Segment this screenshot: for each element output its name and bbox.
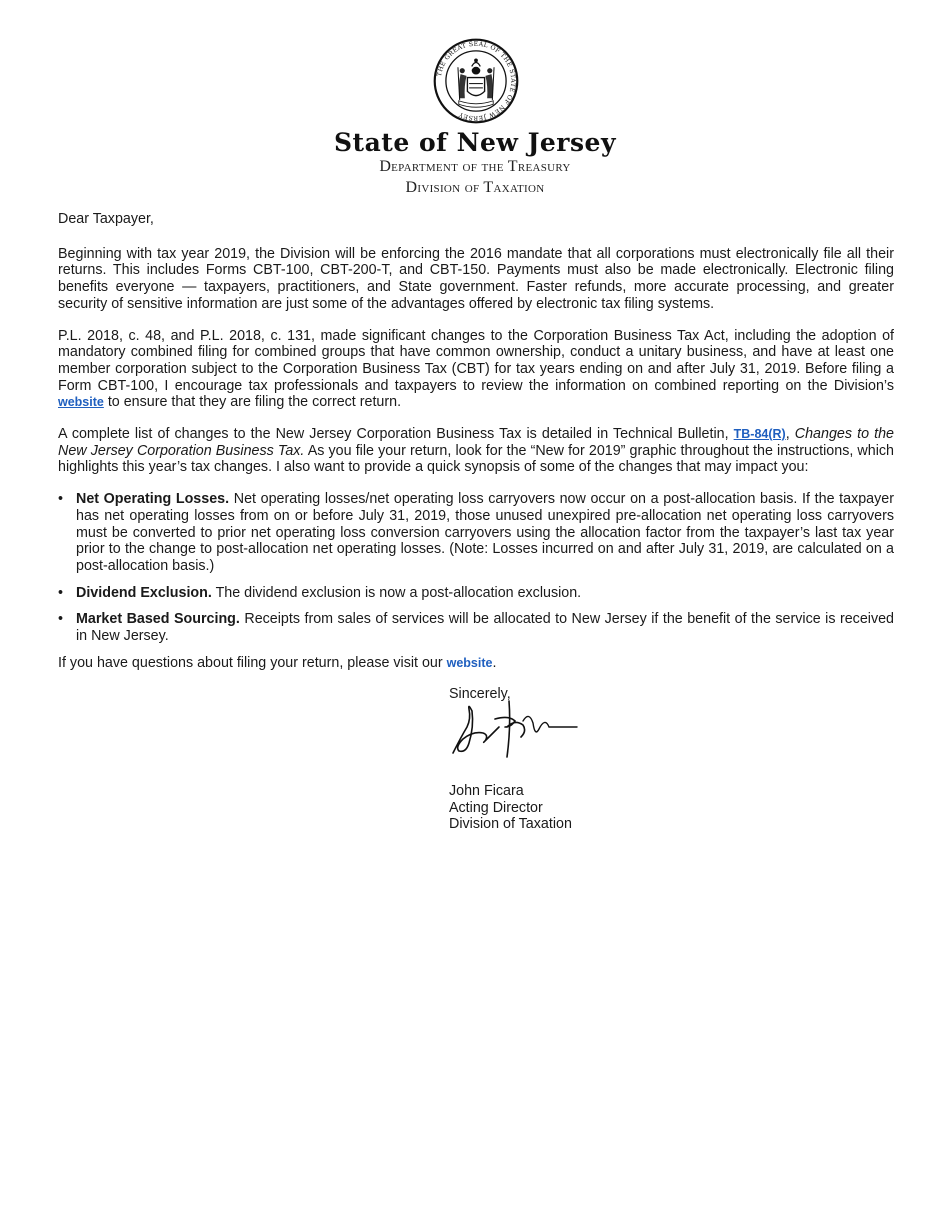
list-item-text: Receipts from sales of services will be allocated to New Jersey if the benefit of the service is received in New Jersey.: [76, 611, 894, 645]
list-item-title: Net Operating Losses.: [76, 491, 230, 508]
seal-text: THE GREAT SEAL OF THE STATE OF NEW JERSEY: [436, 40, 517, 122]
paragraph-text: P.L. 2018, c. 48, and P.L. 2018, c. 131, made significant changes to the Corporation Business Tax Act, including the adoption of mandatory combined filing for combined groups that have common ownership, conduct a unitary business, and have at least one member corporation subject to the Corporation Business Tax (CBT) for tax years ending on and after July 31, 2019. Before filing a Form CBT-100, I encourage tax professionals and taxpayers to review the information on combined reporting on the Division’s: [58, 327, 894, 394]
paragraph-combined-filing: [58, 328, 894, 412]
list-item-text: Net operating losses/net operating loss carryovers now occur on a post-allocation basis. If the taxpayer has net operating losses from on or before July 31, 2019, those unused unexpired pre-allocation net operating loss carryovers must be converted to prior net operating loss conversion carryovers using the allocation factor from the taxpayer’s last tax year prior to the change to post-allocation net operating losses. (Note: Losses incurred on and after July 31, 2019, are calculated on a post-allocation basis.): [76, 491, 894, 574]
signer-title: Acting Director: [449, 799, 543, 816]
paragraph-text: If you have questions about filing your return, please visit our: [58, 654, 447, 671]
greeting: Dear Taxpayer,: [58, 211, 154, 227]
paragraph-efile-mandate: Beginning with tax year 2019, the Division will be enforcing the 2016 mandate that all corporations must electronically file all their returns. This includes Forms CBT-100, CBT-200-T, and CBT-150. Payments must also be made electronically. Electronic filing benefits everyone — taxpayers, practitioners, and State government. Faster refunds, more accurate processing, and greater security of sensitive information are just some of the advantages offered by electronic tax filing systems.: [58, 245, 894, 312]
list-item: [58, 585, 894, 602]
list-item: [58, 491, 894, 575]
list-item-text: The dividend exclusion is now a post-allocation exclusion.: [211, 584, 582, 601]
paragraph-text: ,: [785, 426, 795, 443]
combined-reporting-website-link[interactable]: website: [58, 395, 104, 410]
state-seal-icon: [433, 38, 519, 124]
department-name: Department of the Treasury: [379, 158, 571, 175]
paragraph-text: A complete list of changes to the New Jersey Corporation Business Tax is detailed in Technical Bulletin,: [58, 426, 734, 443]
paragraph-text: As you file your return, look for the “New for 2019” graphic throughout the instructions, which highlights this year’s tax changes. I also want to provide a quick synopsis of some of the changes that may impact you:: [58, 442, 894, 476]
closing: Sincerely,: [449, 686, 511, 702]
tb-84r-link[interactable]: TB-84(R): [733, 427, 786, 442]
signer-name: John Ficara: [449, 783, 524, 799]
paragraph-text: to ensure that they are filing the correct return.: [103, 394, 402, 411]
changes-list: [58, 491, 894, 645]
paragraph-questions: [58, 655, 894, 672]
bulletin-title: Changes to the New Jersey Corporation Business Tax.: [58, 426, 894, 459]
division-name: Division of Taxation: [405, 179, 545, 196]
signer-block: [449, 783, 572, 833]
paragraph-technical-bulletin: [58, 426, 894, 476]
state-title: State of New Jersey: [334, 128, 616, 157]
list-item-title: Market Based Sourcing.: [76, 611, 240, 628]
letter-body: [58, 211, 894, 686]
questions-website-link[interactable]: website: [446, 655, 493, 670]
list-item-title: Dividend Exclusion.: [76, 584, 212, 601]
paragraph-text: .: [492, 654, 497, 671]
list-item: [58, 611, 894, 644]
signature-image: [449, 697, 579, 759]
signer-division: Division of Taxation: [449, 816, 572, 833]
